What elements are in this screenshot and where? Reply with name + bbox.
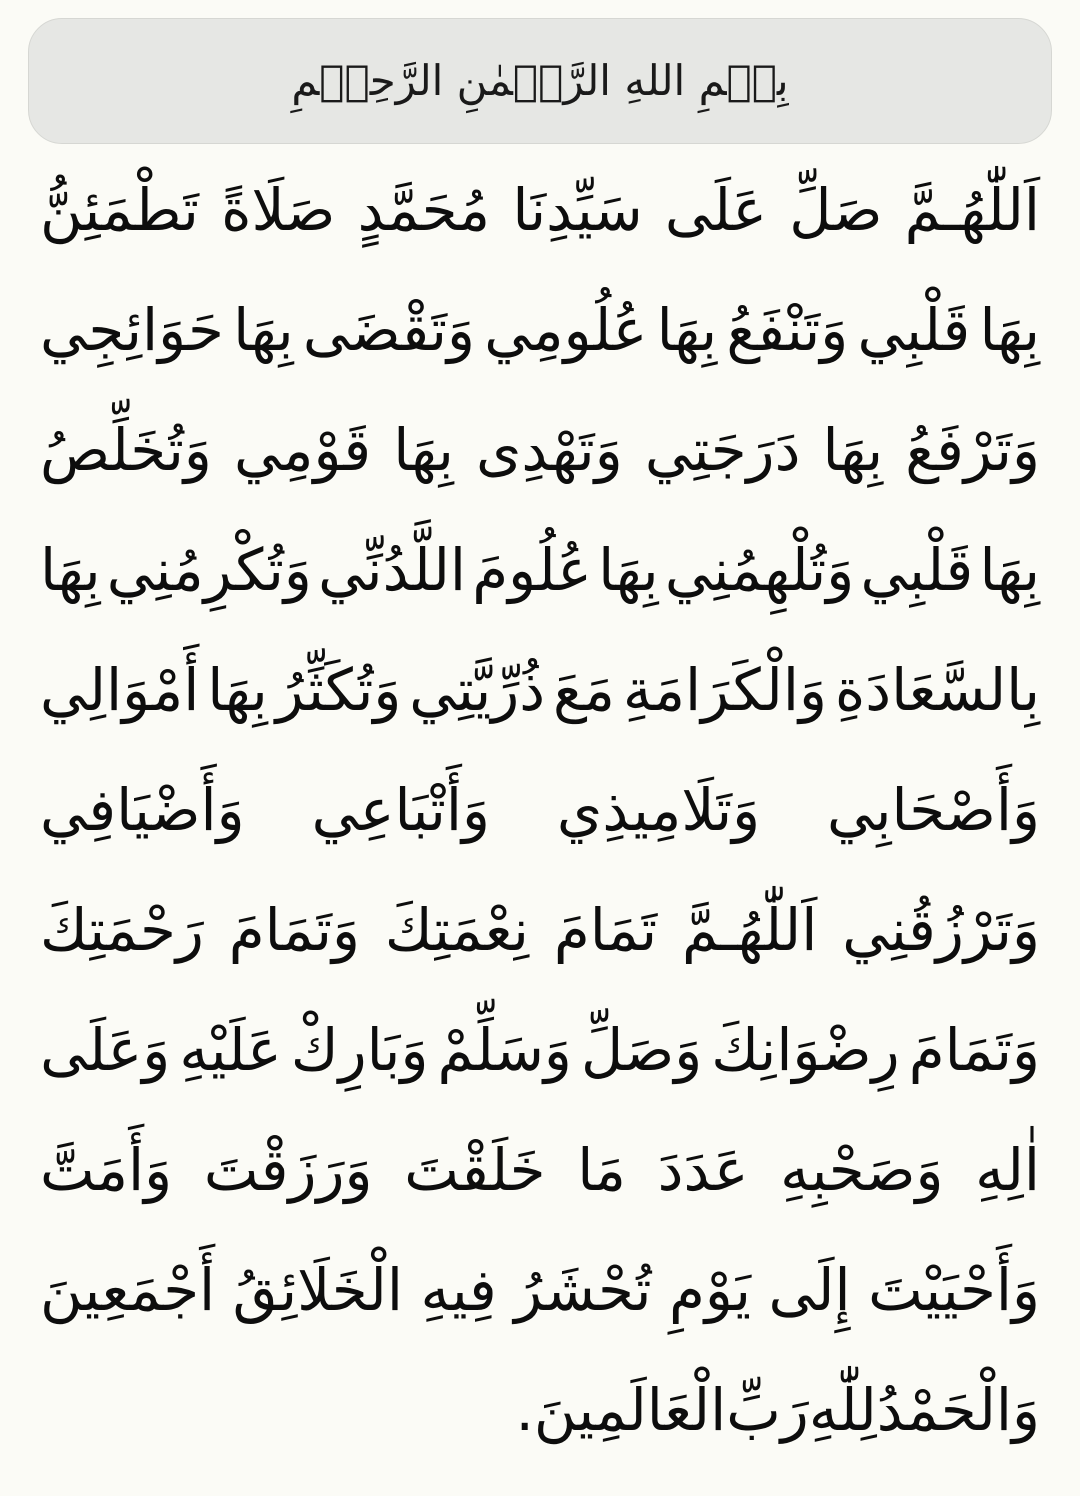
prayer-word: لِلّٰهِ <box>808 1376 877 1444</box>
prayer-text-block <box>40 150 1040 1490</box>
prayer-word: أَمْوَالِي <box>40 656 200 724</box>
prayer-word: وَالْحَمْدُ <box>876 1376 1040 1444</box>
prayer-word: صَلِّ <box>789 176 883 244</box>
prayer-line <box>40 750 1040 870</box>
prayer-word: وَتَلَامِيذِي <box>556 776 761 844</box>
prayer-word: الْعَالَمِينَ. <box>515 1376 727 1444</box>
prayer-word: وَالْكَرَامَةِ <box>622 656 827 724</box>
prayer-word: ذُرِّيَّتِي <box>409 656 546 724</box>
prayer-word: وَصَلِّ <box>581 1016 703 1084</box>
prayer-word: بِهَا <box>822 416 884 484</box>
prayer-word: وَتُخَلِّصُ <box>40 416 212 484</box>
prayer-word: قَوْمِي <box>234 416 372 484</box>
prayer-word: وَتَرْفَعُ <box>905 416 1040 484</box>
prayer-word: وَتَمَامَ <box>228 896 360 964</box>
prayer-word: وَتُكَثِّرُ <box>275 656 402 724</box>
prayer-word: دَرَجَتِي <box>644 416 801 484</box>
prayer-word: إِلَى <box>768 1256 851 1324</box>
prayer-word: وَرَزَقْتَ <box>203 1136 373 1204</box>
prayer-word: بِالسَّعَادَةِ <box>834 656 1040 724</box>
prayer-word: وَتَرْزُقُنِي <box>842 896 1040 964</box>
prayer-word: بِهَا <box>979 536 1040 604</box>
prayer-word: اَللّٰهُـمَّ <box>682 896 818 964</box>
prayer-word: وَأَمَتَّ <box>40 1136 173 1204</box>
prayer-word: اٰلِهِ <box>975 1136 1040 1204</box>
prayer-word: وَأَحْيَيْتَ <box>868 1256 1040 1324</box>
prayer-word: بِهَا <box>40 536 101 604</box>
prayer-word: الْخَلَائِقُ <box>232 1256 403 1324</box>
prayer-word: وَتُكْرِمُنِي <box>106 536 312 604</box>
prayer-word: عَدَدَ <box>657 1136 749 1204</box>
prayer-word: سَيِّدِنَا <box>512 176 643 244</box>
prayer-word: رَحْمَتِكَ <box>40 896 204 964</box>
prayer-word: بِهَا <box>233 296 294 364</box>
prayer-word: تَمَامَ <box>553 896 658 964</box>
prayer-word: رِضْوَانِكَ <box>711 1016 900 1084</box>
prayer-word: بِهَا <box>393 416 454 484</box>
prayer-word: وَأَضْيَافِي <box>40 776 245 844</box>
prayer-word: أَجْمَعِينَ <box>40 1256 216 1324</box>
prayer-word: رَبِّ <box>726 1376 809 1444</box>
prayer-word: بِهَا <box>656 296 718 364</box>
prayer-word: حَوَائِجِي <box>40 296 224 364</box>
prayer-word: بِهَا <box>598 536 659 604</box>
prayer-word: وَتَمَامَ <box>908 1016 1040 1084</box>
prayer-word: وَأَصْحَابِي <box>827 776 1040 844</box>
prayer-line <box>40 870 1040 990</box>
prayer-word: بِهَا <box>207 656 268 724</box>
prayer-word: اللَّدُنِّي <box>318 536 466 604</box>
prayer-word: قَلْبِي <box>860 536 974 604</box>
prayer-word: وَتَنْفَعُ <box>726 296 849 364</box>
prayer-word: فِيهِ <box>420 1256 497 1324</box>
prayer-line <box>40 150 1040 270</box>
prayer-line <box>40 270 1040 390</box>
prayer-line <box>40 510 1040 630</box>
prayer-word: وَتُلْهِمُنِي <box>664 536 855 604</box>
prayer-word: وَبَارِكْ <box>290 1016 429 1084</box>
prayer-word: خَلَقْتَ <box>404 1136 546 1204</box>
prayer-word: وَسَلِّمْ <box>437 1016 572 1084</box>
prayer-word: تُحْشَرُ <box>514 1256 652 1324</box>
prayer-word: اَللّٰهُـمَّ <box>904 176 1040 244</box>
prayer-word: عَلَى <box>664 176 768 244</box>
prayer-line <box>40 990 1040 1110</box>
prayer-word: عُلُومِي <box>484 296 648 364</box>
prayer-line <box>40 630 1040 750</box>
prayer-word: صَلَاةً <box>221 176 336 244</box>
prayer-word: عُلُومَ <box>472 536 592 604</box>
prayer-word: مُحَمَّدٍ <box>357 176 491 244</box>
prayer-word: مَا <box>577 1136 626 1204</box>
prayer-word: يَوْمِ <box>669 1256 752 1324</box>
prayer-line <box>40 1350 1040 1470</box>
prayer-line <box>40 390 1040 510</box>
basmala-header <box>28 18 1052 144</box>
prayer-word: قَلْبِي <box>857 296 971 364</box>
basmala-text: بِسۡمِ اللهِ الرَّحۡمٰنِ الرَّحِيۡمِ <box>291 56 789 105</box>
prayer-word: وَأَتْبَاعِي <box>311 776 490 844</box>
prayer-word: وَعَلَى <box>40 1016 171 1084</box>
prayer-line <box>40 1110 1040 1230</box>
prayer-word: نِعْمَتِكَ <box>384 896 529 964</box>
prayer-word: مَعَ <box>553 656 615 724</box>
prayer-word: تَطْمَئِنُّ <box>40 176 199 244</box>
prayer-line <box>40 1230 1040 1350</box>
prayer-word: وَتَهْدِى <box>475 416 623 484</box>
prayer-word: وَصَحْبِهِ <box>780 1136 944 1204</box>
prayer-word: عَلَيْهِ <box>179 1016 282 1084</box>
prayer-word: بِهَا <box>979 296 1040 364</box>
prayer-word: وَتَقْضَى <box>302 296 476 364</box>
